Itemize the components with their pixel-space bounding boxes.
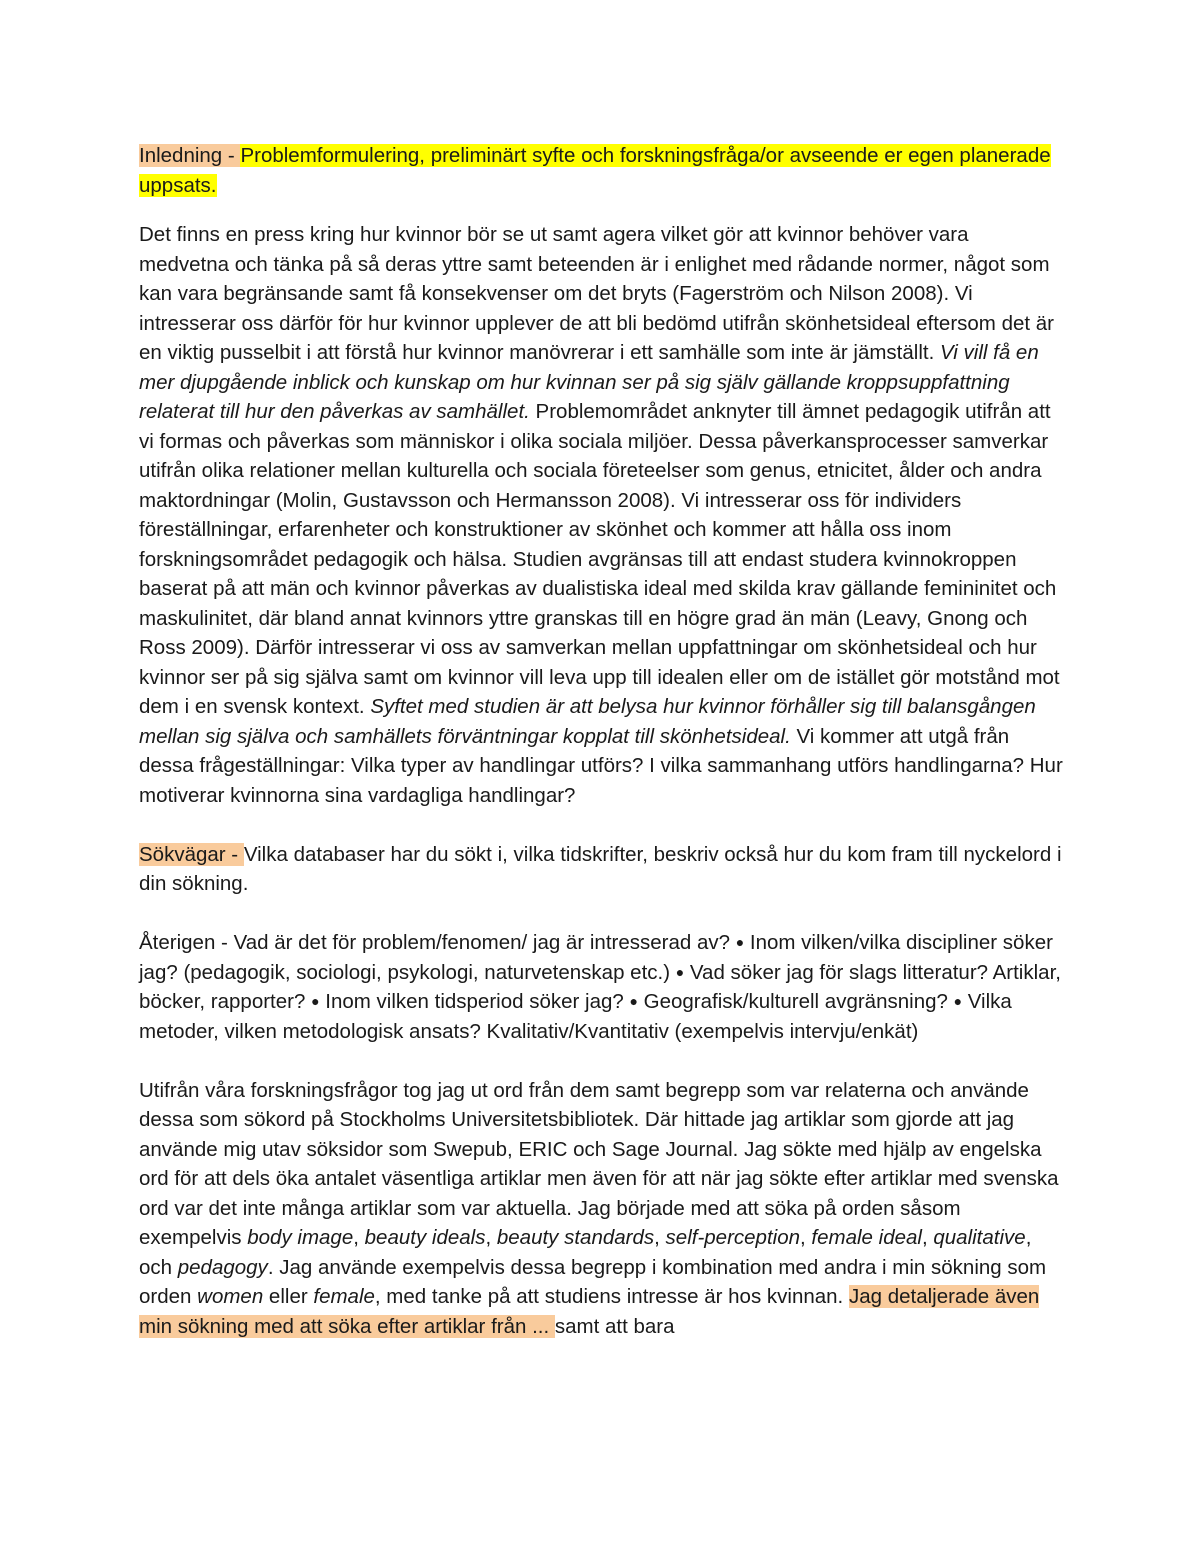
bullet-icon: ● xyxy=(629,993,638,1009)
keyword-italic: body image xyxy=(247,1226,354,1249)
separator-text: , xyxy=(654,1226,666,1249)
paragraph-text: samt att bara xyxy=(554,1314,675,1338)
heading-label-inledning: Inledning - xyxy=(139,144,241,167)
keyword-italic: pedagogy xyxy=(177,1255,268,1279)
paragraph-text: Geografisk/kulturell avgränsning? xyxy=(637,990,954,1013)
paragraph-utifran xyxy=(139,1076,1064,1342)
separator-text: , xyxy=(800,1226,812,1249)
paragraph-text: Vad söker jag för slags litteratur? Artiklar, böcker, rapporter? xyxy=(139,960,1061,1013)
separator-text: , och xyxy=(139,1226,1032,1279)
section-heading-inledning xyxy=(139,141,1064,200)
highlighted-text: Jag detaljerade även min sökning med att söka efter artiklar från ... xyxy=(139,1285,1040,1338)
keyword-italic: self-perception xyxy=(665,1226,801,1249)
paragraph-text: , med tanke på att studiens intresse är hos kvinnan. xyxy=(374,1285,849,1308)
separator-text: , xyxy=(353,1226,365,1249)
paragraph-text: Vilka databaser har du sökt i, vilka tidskrifter, beskriv också hur du kom fram till nyckelord i din sökning. xyxy=(139,842,1062,895)
separator-text: , xyxy=(485,1226,497,1249)
keyword-italic: female xyxy=(313,1285,375,1308)
paragraph-text: Vilka metoder, vilken metodologisk ansats? Kvalitativ/Kvantitativ (exempelvis intervju/enkät) xyxy=(139,990,1012,1043)
paragraph-text: Vi kommer att utgå från dessa frågeställningar: Vilka typer av handlingar utförs? I vilka sammanhang utförs handlingarna? Hur motiverar kvinnorna sina vardagliga handlingar? xyxy=(139,724,1063,807)
separator-text: , xyxy=(921,1226,934,1249)
paragraph-spacer xyxy=(139,899,1064,929)
paragraph-text: Utifrån våra forskningsfrågor tog jag ut ord från dem samt begrepp som var relaterna och använde dessa som sökord på Stockholms Universitetsbibliotek. Där hittade jag artiklar som gjorde att jag använde mig utav söksidor som Swepub, ERIC och Sage Journal. Jag sökte med hjälp av engelska ord för att dels öka antalet väsentliga artiklar men även för att när jag sökte efter artiklar med svenska ord var det inte många artiklar som var aktuella. Jag började med att söka på orden såsom exempelvis xyxy=(139,1078,1059,1249)
bullet-icon: ● xyxy=(953,993,963,1009)
keyword-italic: qualitative xyxy=(933,1226,1026,1249)
paragraph-text: Inom vilken/vilka discipliner söker jag? (pedagogik, sociologi, psykologi, naturvetenskap etc.) xyxy=(139,931,1053,984)
keyword-italic: beauty standards xyxy=(496,1226,655,1249)
paragraph-text: eller xyxy=(263,1285,314,1308)
paragraph-text: Det finns en press kring hur kvinnor bör se ut samt agera vilket gör att kvinnor behöver vara medvetna och tänka på så deras yttre samt beteenden är i enlighet med rådande normer, något som kan vara begränsande samt få konsekvenser om det bryts (Fagerström och Nilson 2008). Vi intresserar oss därför för hur kvinnor upplever de att bli bedömd utifrån skönhetsideal eftersom det är en viktig pusselbit i att förstå hur kvinnor manövrerar i ett samhälle som inte är jämställt. xyxy=(139,223,1054,364)
heading-label-sokvagar: Sökvägar - xyxy=(139,842,244,866)
paragraph-aterigen xyxy=(139,928,1064,1046)
paragraph-spacer xyxy=(139,1046,1064,1076)
keyword-italic: beauty ideals xyxy=(364,1226,486,1249)
heading-text-problemformulering: Problemformulering, preliminärt syfte och forskningsfråga/or avseende er egen planerade uppsats. xyxy=(139,144,1051,197)
paragraph-spacer xyxy=(139,810,1064,840)
italic-text: Vi vill få en mer djupgående inblick och kunskap om hur kvinnan ser på sig själv gällande kroppsuppfattning relaterat till hur den påverkas av samhället. xyxy=(139,341,1039,423)
italic-text: Syftet med studien är att belysa hur kvinnor förhåller sig till balansgången mellan sig själva och samhällets förväntningar kopplat till skönhetsideal. xyxy=(139,695,1036,748)
paragraph-text: Problemområdet anknyter till ämnet pedagogik utifrån att vi formas och påverkas som människor i olika sociala miljöer. Dessa påverkansprocesser samverkar utifrån olika relationer mellan kulturella och sociala företeelser som genus, etnicitet, ålder och andra maktordningar (Molin, Gustavsson och Hermansson 2008). Vi intresserar oss för individers föreställningar, erfarenheter och konstruktioner av skönhet och kommer att hålla oss inom forskningsområdet pedagogik och hälsa. Studien avgränsas till att endast studera kvinnokroppen baserat på att män och kvinnor påverkas av dualistiska ideal med skilda krav gällande femininitet och maskulinitet, där bland annat kvinnors yttre granskas till en högre grad än män (Leavy, Gnong och Ross 2009). Därför intresserar vi oss av samverkan mellan uppfattningar om skönhetsideal och hur kvinnor ser på sig själva samt om kvinnor vill leva upp till idealen eller om de istället gör motstånd mot dem i en svensk kontext. xyxy=(139,400,1060,718)
paragraph-sokvagar xyxy=(139,840,1064,899)
paragraph-text: . Jag använde exempelvis dessa begrepp i kombination med andra i min sökning som orden xyxy=(139,1255,1047,1308)
paragraph-inledning xyxy=(139,220,1064,810)
bullet-icon: ● xyxy=(675,963,685,980)
keyword-italic: female ideal xyxy=(811,1226,922,1249)
bullet-icon: ● xyxy=(311,993,320,1009)
keyword-italic: women xyxy=(197,1285,264,1308)
paragraph-text: Inom vilken tidsperiod söker jag? xyxy=(319,990,630,1013)
bullet-icon: ● xyxy=(735,934,745,950)
paragraph-text: Återigen - Vad är det för problem/fenomen/ jag är intresserad av? xyxy=(139,931,736,954)
document-body xyxy=(139,141,1064,1341)
